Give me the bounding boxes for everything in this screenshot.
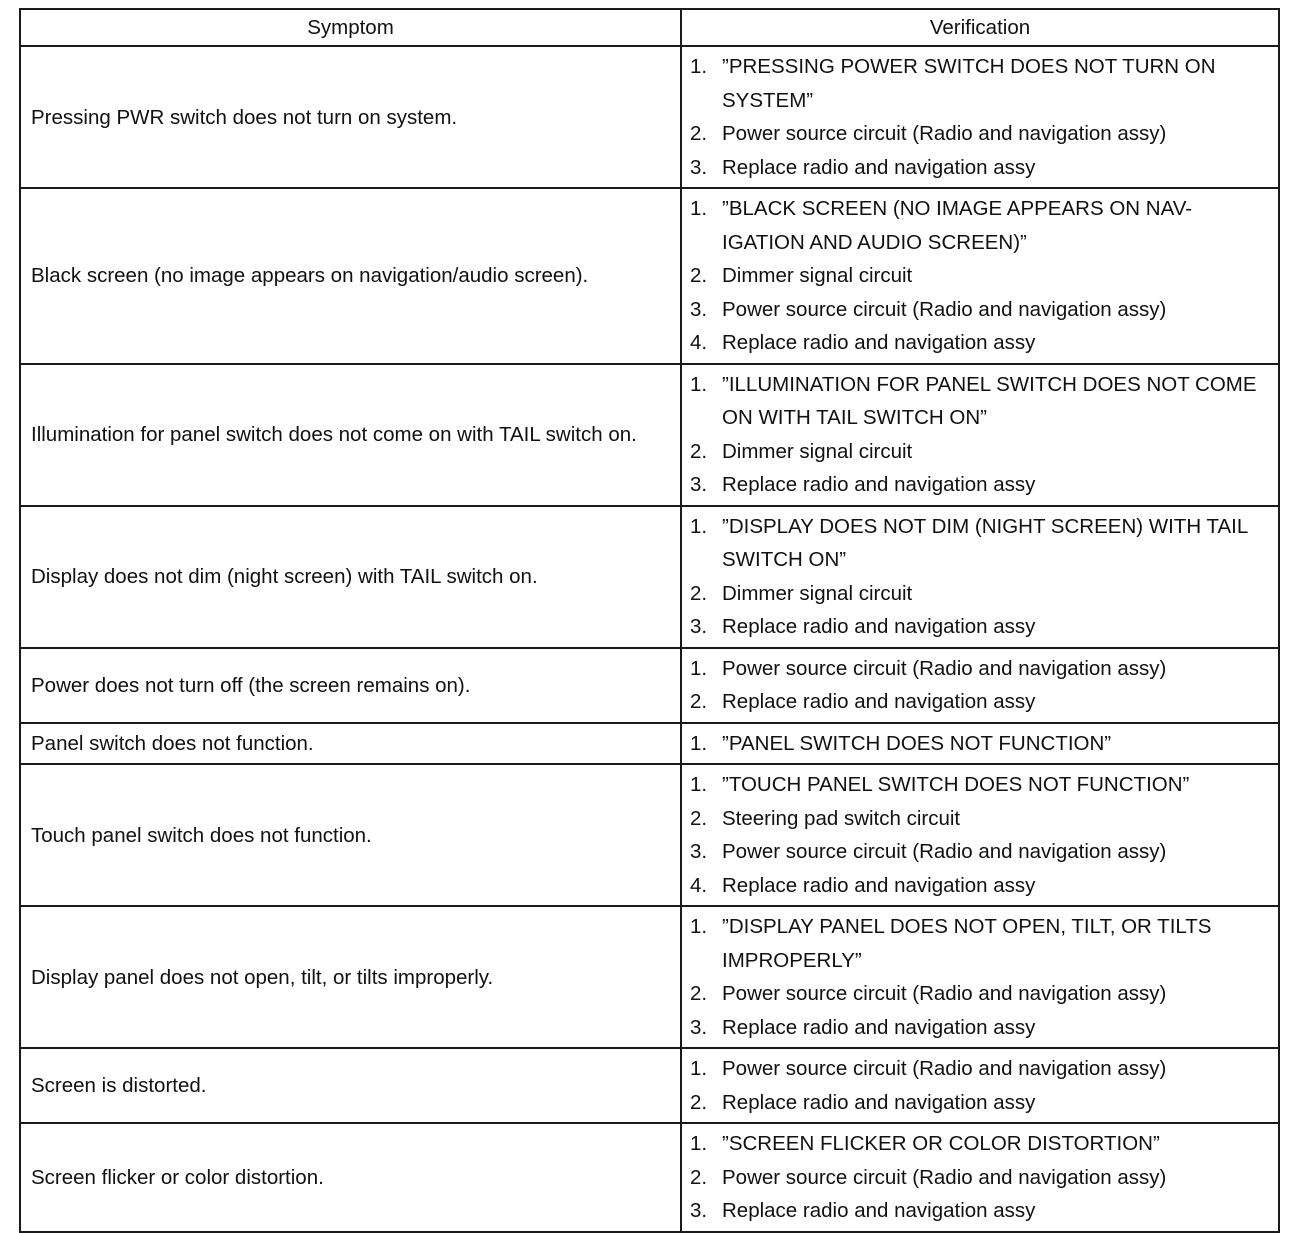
- verification-steps: [690, 652, 1270, 719]
- step-text: Replace radio and navigation assy: [722, 1015, 1036, 1039]
- step-number: 3.: [690, 297, 708, 321]
- table-row: [20, 648, 1279, 723]
- verification-step: [690, 468, 1270, 502]
- table-row: [20, 723, 1279, 765]
- step-number: 1.: [690, 197, 708, 220]
- step-text: Dimmer signal circuit: [722, 581, 913, 605]
- step-number: 4.: [690, 873, 708, 897]
- symptom-cell: Illumination for panel switch does not come on with TAIL switch on.: [20, 364, 681, 506]
- step-text: Power source circuit (Radio and navigation assy): [722, 982, 1167, 1005]
- step-text: Power source circuit (Radio and navigation assy): [722, 297, 1167, 321]
- verification-cell: [681, 46, 1279, 188]
- verification-steps: [690, 1052, 1270, 1119]
- step-number: 1.: [690, 731, 708, 755]
- step-number: 1.: [690, 656, 708, 680]
- verification-steps: [690, 727, 1270, 761]
- step-text: Power source circuit (Radio and navigation assy): [722, 122, 1167, 145]
- verification-cell: [681, 506, 1279, 648]
- step-text: Replace radio and navigation assy: [722, 1090, 1036, 1114]
- step-number: 2.: [690, 806, 708, 830]
- verification-step: [690, 1194, 1270, 1228]
- step-number: 1.: [690, 1057, 708, 1080]
- table-row: [20, 506, 1279, 648]
- symptom-cell: Screen flicker or color distortion.: [20, 1123, 681, 1232]
- verification-steps: [690, 368, 1270, 502]
- verification-cell: [681, 364, 1279, 506]
- verification-steps: [690, 910, 1270, 1044]
- step-text: Steering pad switch circuit: [722, 806, 961, 830]
- verification-step: [690, 577, 1270, 611]
- table-row: [20, 906, 1279, 1048]
- step-number: 1.: [690, 1132, 708, 1155]
- verification-step: [690, 368, 1270, 435]
- verification-step: [690, 835, 1270, 869]
- step-text: ”DISPLAY PANEL DOES NOT OPEN, TILT, OR TILTS IMPROPERLY”: [722, 915, 1212, 972]
- verification-steps: [690, 768, 1270, 902]
- step-number: 2.: [690, 122, 708, 145]
- verification-step: [690, 50, 1270, 117]
- step-number: 2.: [690, 690, 708, 713]
- verification-cell: [681, 764, 1279, 906]
- verification-step: [690, 510, 1270, 577]
- verification-steps: [690, 192, 1270, 360]
- verification-cell: [681, 906, 1279, 1048]
- verification-steps: [690, 1127, 1270, 1228]
- step-text: Replace radio and navigation assy: [722, 690, 1036, 713]
- step-number: 2.: [690, 1090, 708, 1114]
- step-text: ”PANEL SWITCH DOES NOT FUNCTION”: [722, 731, 1112, 755]
- step-text: Dimmer signal circuit: [722, 264, 913, 287]
- verification-cell: [681, 188, 1279, 364]
- verification-step: [690, 293, 1270, 327]
- step-number: 4.: [690, 331, 708, 354]
- step-text: Replace radio and navigation assy: [722, 331, 1036, 354]
- step-number: 3.: [690, 1015, 708, 1039]
- verification-step: [690, 652, 1270, 686]
- verification-step: [690, 1011, 1270, 1045]
- step-text: ”BLACK SCREEN (NO IMAGE APPEARS ON NAV-IGATION AND AUDIO SCREEN)”: [722, 197, 1193, 254]
- header-row: [20, 9, 1279, 46]
- step-number: 1.: [690, 915, 708, 938]
- step-text: ”TOUCH PANEL SWITCH DOES NOT FUNCTION”: [722, 773, 1190, 796]
- symptom-cell: Black screen (no image appears on navigation/audio screen).: [20, 188, 681, 364]
- verification-step: [690, 685, 1270, 719]
- step-number: 2.: [690, 1165, 708, 1189]
- verification-step: [690, 1052, 1270, 1086]
- step-text: Dimmer signal circuit: [722, 439, 913, 463]
- verification-cell: [681, 648, 1279, 723]
- step-text: Power source circuit (Radio and navigation assy): [722, 656, 1167, 680]
- symptom-cell: Display panel does not open, tilt, or tilts improperly.: [20, 906, 681, 1048]
- verification-steps: [690, 510, 1270, 644]
- step-number: 3.: [690, 615, 708, 638]
- verification-step: [690, 259, 1270, 293]
- step-number: 2.: [690, 581, 708, 605]
- verification-cell: [681, 723, 1279, 765]
- step-number: 1.: [690, 55, 708, 78]
- header-verification: Verification: [681, 9, 1279, 46]
- symptom-cell: Display does not dim (night screen) with TAIL switch on.: [20, 506, 681, 648]
- step-text: ”PRESSING POWER SWITCH DOES NOT TURN ON SYSTEM”: [722, 55, 1216, 112]
- step-text: Power source circuit (Radio and navigation assy): [722, 1057, 1167, 1080]
- verification-cell: [681, 1123, 1279, 1232]
- step-number: 3.: [690, 155, 708, 179]
- step-number: 3.: [690, 1199, 708, 1222]
- verification-step: [690, 1161, 1270, 1195]
- table-row: [20, 46, 1279, 188]
- step-number: 2.: [690, 264, 708, 287]
- verification-step: [690, 1127, 1270, 1161]
- verification-step: [690, 192, 1270, 259]
- symptom-cell: Pressing PWR switch does not turn on system.: [20, 46, 681, 188]
- verification-step: [690, 977, 1270, 1011]
- verification-step: [690, 768, 1270, 802]
- step-text: ”ILLUMINATION FOR PANEL SWITCH DOES NOT COME ON WITH TAIL SWITCH ON”: [722, 372, 1257, 429]
- verification-step: [690, 326, 1270, 360]
- verification-step: [690, 802, 1270, 836]
- step-number: 3.: [690, 473, 708, 496]
- table-row: [20, 364, 1279, 506]
- step-text: Replace radio and navigation assy: [722, 473, 1036, 496]
- symptom-cell: Screen is distorted.: [20, 1048, 681, 1123]
- step-text: Replace radio and navigation assy: [722, 1199, 1036, 1222]
- symptom-cell: Touch panel switch does not function.: [20, 764, 681, 906]
- table-row: [20, 764, 1279, 906]
- symptom-cell: Power does not turn off (the screen remains on).: [20, 648, 681, 723]
- table-row: [20, 1048, 1279, 1123]
- step-text: Power source circuit (Radio and navigation assy): [722, 1165, 1167, 1189]
- step-text: Replace radio and navigation assy: [722, 155, 1036, 179]
- step-text: ”SCREEN FLICKER OR COLOR DISTORTION”: [722, 1132, 1160, 1155]
- header-symptom: Symptom: [20, 9, 681, 46]
- step-number: 2.: [690, 982, 708, 1005]
- step-number: 2.: [690, 439, 708, 463]
- verification-step: [690, 1086, 1270, 1120]
- verification-steps: [690, 50, 1270, 184]
- table-row: [20, 1123, 1279, 1232]
- verification-step: [690, 910, 1270, 977]
- step-number: 3.: [690, 840, 708, 863]
- table-row: [20, 188, 1279, 364]
- verification-step: [690, 610, 1270, 644]
- verification-step: [690, 117, 1270, 151]
- step-number: 1.: [690, 773, 708, 796]
- step-text: ”DISPLAY DOES NOT DIM (NIGHT SCREEN) WITH TAIL SWITCH ON”: [722, 514, 1248, 571]
- step-number: 1.: [690, 372, 708, 396]
- verification-step: [690, 727, 1270, 761]
- verification-step: [690, 435, 1270, 469]
- table-body: [20, 46, 1279, 1232]
- step-number: 1.: [690, 514, 708, 538]
- verification-step: [690, 151, 1270, 185]
- verification-step: [690, 869, 1270, 903]
- symptom-verification-table: [19, 8, 1280, 1233]
- verification-cell: [681, 1048, 1279, 1123]
- step-text: Power source circuit (Radio and navigation assy): [722, 840, 1167, 863]
- step-text: Replace radio and navigation assy: [722, 873, 1036, 897]
- symptom-cell: Panel switch does not function.: [20, 723, 681, 765]
- step-text: Replace radio and navigation assy: [722, 615, 1036, 638]
